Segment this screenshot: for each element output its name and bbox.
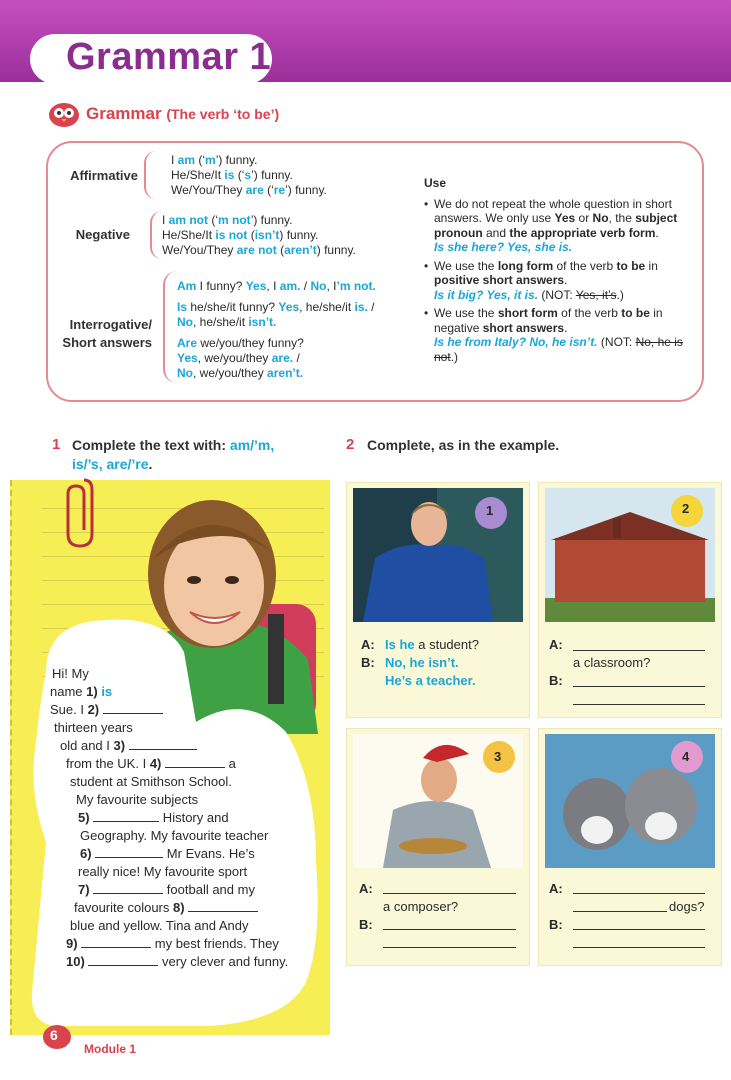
text-line-8: My favourite subjects [76, 792, 199, 807]
grammar-heading: Grammar (The verb ‘to be’) [86, 104, 280, 123]
text-line-17: 10) very clever and funny. [66, 954, 289, 969]
blank-7[interactable] [93, 882, 163, 894]
card-4-line-b2[interactable] [573, 947, 705, 948]
negative-label: Negative [75, 227, 130, 242]
blank-4[interactable] [165, 756, 225, 768]
exercise-1-number: 1 [52, 436, 61, 453]
affirmative-bracket [144, 151, 156, 199]
text-line-11: 6) Mr Evans. He’s [80, 846, 255, 861]
text-line-16: 9) my best friends. They [66, 936, 279, 951]
card-2-line-a[interactable] [573, 650, 705, 651]
text-line-15: blue and yellow. Tina and Andy [70, 918, 249, 933]
card-3-line-b2[interactable] [383, 947, 516, 948]
blank-8[interactable] [188, 900, 258, 912]
text-line-7: student at Smithson School. [70, 774, 232, 789]
affirmative-line-1: I am (‘m’) funny. [171, 153, 258, 167]
text-line-13: 7) football and my [78, 882, 255, 897]
negative-line-1: I am not (‘m not’) funny. [162, 213, 293, 227]
blank-3[interactable] [129, 738, 197, 750]
blank-9[interactable] [81, 936, 151, 948]
card-2-line-b2[interactable] [573, 704, 705, 705]
interrogative-line-2: Is he/she/it funny? Yes, he/she/it is. / [177, 300, 375, 314]
negative-bracket [150, 211, 162, 259]
paper-clip-icon [64, 476, 94, 550]
interrogative-line-3: No, he/she/it isn’t. [177, 315, 277, 329]
card-2-line-b1[interactable] [573, 686, 705, 687]
use-bullet-2: • We use the long form of the verb to be in positive short answers. Is it big? Yes, it is. (NOT: Yes, it’s.) [424, 259, 692, 303]
grammar-owl-icon [48, 100, 80, 128]
card-3-question: a composer? [383, 899, 459, 914]
affirmative-line-2: He/She/It is (‘s’) funny. [171, 168, 293, 182]
interrogative-line-5: Yes, we/you/they are. / [177, 351, 300, 365]
card-3-label-a: A: [359, 881, 373, 896]
card-4-label-a: A: [549, 881, 563, 896]
badge-1-number: 1 [486, 503, 494, 518]
exercise-2-number: 2 [346, 436, 355, 453]
interrogative-line-6: No, we/you/they aren’t. [177, 366, 304, 380]
interrogative-line-4: Are we/you/they funny? [177, 336, 304, 350]
interrogative-label: Interrogative/ Short answers [62, 317, 152, 350]
blank-5[interactable] [93, 810, 159, 822]
page-number: 6 [50, 1027, 58, 1043]
card-3-line-a[interactable] [383, 893, 516, 894]
card-4-line-a[interactable] [573, 893, 705, 894]
text-line-10: Geography. My favourite teacher [80, 828, 269, 843]
interrogative-bracket [163, 271, 177, 383]
affirmative-line-3: We/You/They are (‘re’) funny. [171, 183, 327, 197]
card-2-question: a classroom? [573, 655, 651, 670]
card-1-answer: B: No, he isn’t. [361, 655, 459, 670]
card-2-label-b: B: [549, 673, 563, 688]
text-line-14: favourite colours 8) [74, 899, 258, 917]
card-4-label-b: B: [549, 917, 563, 932]
blank-10[interactable] [88, 954, 158, 966]
blank-6[interactable] [95, 846, 163, 858]
negative-line-2: He/She/It is not (isn’t) funny. [162, 228, 319, 242]
blank-2[interactable] [103, 702, 163, 714]
text-line-2: name 1) is [50, 684, 113, 699]
text-line-4: thirteen years [54, 720, 133, 735]
badge-2-number: 2 [682, 501, 690, 516]
card-4-question: dogs? [669, 899, 705, 914]
text-line-12: really nice! My favourite sport [78, 864, 248, 879]
module-label: Module 1 [84, 1042, 137, 1056]
use-heading: Use [424, 176, 447, 190]
badge-4-number: 4 [682, 749, 690, 764]
negative-line-3: We/You/They are not (aren’t) funny. [162, 243, 356, 257]
use-bullet-3: • We use the short form of the verb to be in negative short answers. Is he from Italy? No, he isn’t. (NOT: No, he is not.) [424, 306, 692, 364]
text-line-3: Sue. I 2) [50, 701, 163, 719]
use-bullet-1: • We do not repeat the whole question in short answers. We only use Yes or No, the subject pronoun and the appropriate verb form. Is she here? Yes, she is. [424, 197, 692, 255]
badge-3-number: 3 [494, 749, 502, 764]
interrogative-line-1: Am I funny? Yes, I am. / No, I’m not. [177, 279, 376, 293]
affirmative-label: Affirmative [70, 168, 138, 183]
card-4-line-b1[interactable] [573, 929, 705, 930]
card-2-label-a: A: [549, 637, 563, 652]
page-title: Grammar 1 [66, 36, 272, 78]
text-line-6: from the UK. I 4) a [66, 756, 236, 771]
card-1-question: A: Is he a student? [361, 637, 479, 652]
use-section [424, 176, 692, 368]
text-line-9: 5) History and [78, 810, 229, 825]
text-line-5: old and I 3) [60, 737, 197, 755]
card-1-answer-2: He’s a teacher. [385, 673, 476, 688]
exercise-2-instruction: Complete, as in the example. [367, 437, 560, 453]
card-3-line-b1[interactable] [383, 929, 516, 930]
exercise-1-instruction: Complete the text with: am/’m, is/’s, are/’re. [72, 437, 275, 472]
text-line-1: Hi! My [52, 666, 89, 681]
card-3-label-b: B: [359, 917, 373, 932]
card-4-line-a2[interactable] [573, 911, 667, 912]
